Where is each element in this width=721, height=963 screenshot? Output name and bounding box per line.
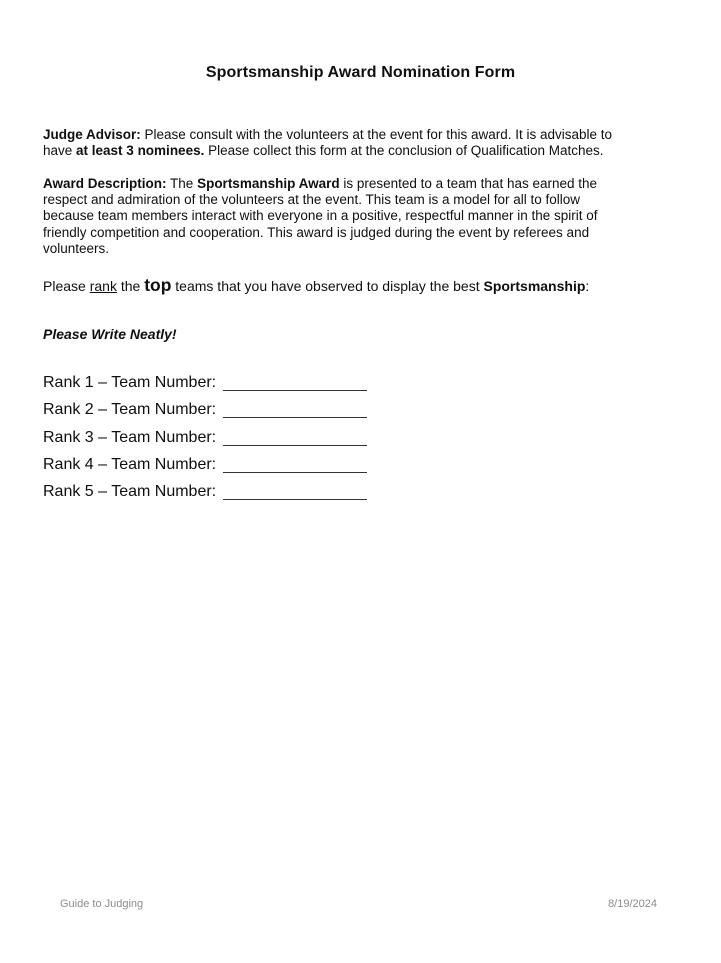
text-segment: Sportsmanship: [483, 278, 586, 294]
footer-date: 8/19/2024: [608, 898, 657, 910]
rank-row: [43, 456, 367, 483]
write-neatly-note: Please Write Neatly!: [43, 326, 177, 342]
text-segment: rank: [89, 278, 117, 294]
rank-label: Rank 5 – Team Number:: [43, 483, 217, 501]
text-segment: Please collect this form at the conclusion of Qualification Matches.: [204, 143, 604, 159]
text-segment: respect and admiration of the volunteers at the event. This team is a model for all to follow: [43, 192, 581, 208]
rank-label: Rank 4 – Team Number:: [43, 455, 217, 473]
text-segment: have: [43, 143, 77, 159]
rank-row: [43, 401, 367, 428]
text-segment: the: [116, 278, 145, 294]
text-segment: Sportsmanship Award: [197, 176, 340, 191]
text-segment: volunteers.: [43, 240, 110, 256]
text-segment: Please consult with the volunteers at the event for this award. It is advisable to: [140, 127, 613, 142]
footer-document-name: Guide to Judging: [60, 898, 144, 910]
team-number-blank: [223, 483, 367, 500]
text-segment: because team members interact with everyone in a positive, respectful manner in the spirit of: [43, 208, 598, 224]
text-line: [43, 208, 683, 224]
text-segment: Please: [43, 278, 90, 294]
rank-label: Rank 2 – Team Number:: [43, 401, 217, 419]
text-segment: teams that you have observed to display the best: [171, 278, 484, 294]
rank-list: [43, 374, 367, 510]
text-line: [43, 241, 683, 257]
form-title: Sportsmanship Award Nomination Form: [205, 64, 516, 81]
rank-instruction-line: [43, 277, 683, 294]
text-line: [43, 192, 683, 208]
team-number-blank: [223, 456, 367, 473]
team-number-blank: [223, 429, 367, 446]
text-line: [43, 143, 683, 159]
team-number-blank: [223, 374, 367, 391]
text-segment: :: [585, 278, 590, 294]
team-number-blank: [223, 401, 367, 418]
text-line: [43, 225, 683, 241]
text-segment: top: [144, 275, 172, 295]
judge-advisor-paragraph: [43, 127, 683, 159]
text-segment: Award Description:: [43, 176, 167, 191]
rank-row: [43, 483, 367, 510]
text-segment: at least 3 nominees.: [76, 143, 205, 159]
text-segment: The: [166, 176, 198, 191]
text-segment: is presented to a team that has earned the: [339, 176, 598, 191]
award-description-paragraph: [43, 176, 683, 257]
text-segment: friendly competition and cooperation. This award is judged during the event by referees and: [43, 224, 590, 240]
rank-label: Rank 3 – Team Number:: [43, 428, 217, 446]
rank-row: [43, 374, 367, 401]
text-line: [43, 127, 683, 143]
text-line: [43, 277, 683, 294]
text-line: [43, 176, 683, 192]
rank-row: [43, 429, 367, 456]
text-segment: Judge Advisor:: [43, 127, 141, 142]
rank-label: Rank 1 – Team Number:: [43, 374, 217, 391]
